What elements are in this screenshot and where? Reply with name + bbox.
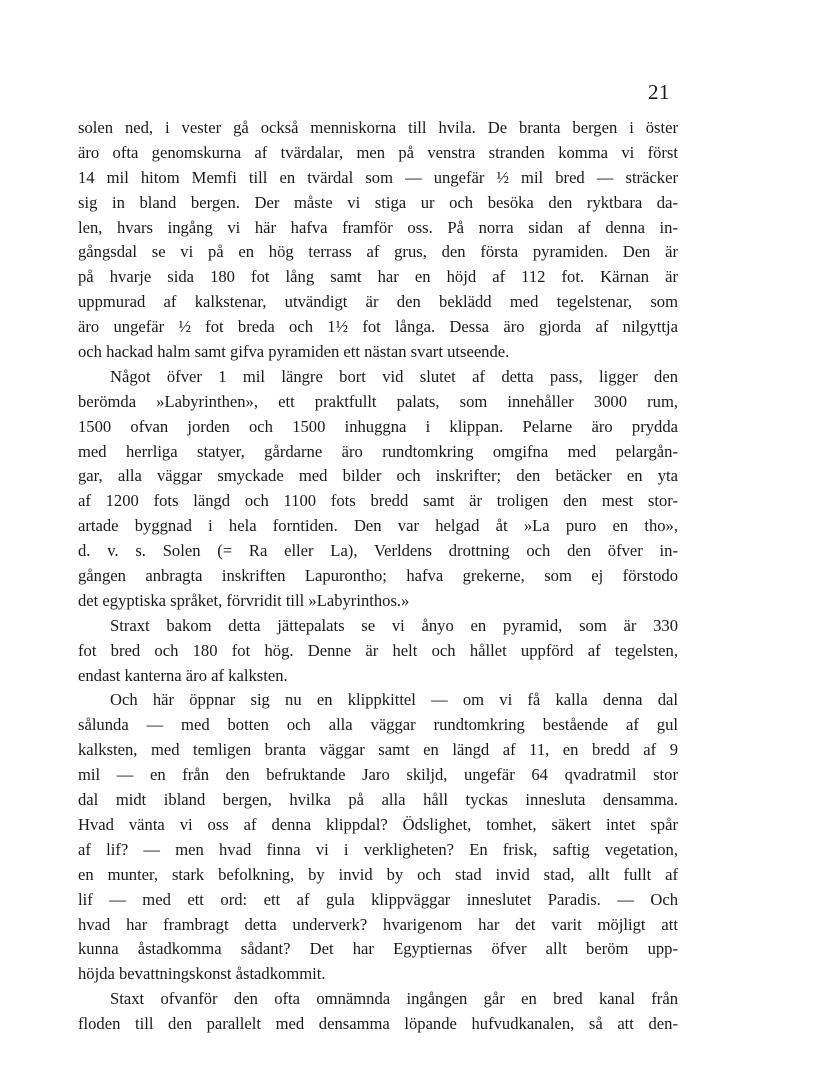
text-line: lif — med ett ord: ett af gula klippväggar inneslutet Paradis. — Och bbox=[78, 889, 678, 909]
text-line: endast kanterna äro af kalksten. bbox=[78, 665, 288, 685]
text-line: Något öfver 1 mil längre bort vid slutet af detta pass, ligger den bbox=[110, 366, 678, 386]
text-line: len, hvars ingång vi här hafva framför oss. På norra sidan af denna in- bbox=[78, 217, 678, 237]
text-line: Hvad vänta vi oss af denna klippdal? Ödslighet, tomhet, säkert intet spår bbox=[78, 814, 678, 834]
text-line: 1500 ofvan jorden och 1500 inhuggna i klippan. Pelarne äro prydda bbox=[78, 416, 678, 436]
body-text bbox=[78, 116, 678, 1037]
text-line: artade byggnad i hela forntiden. Den var helgad åt »La puro en tho», bbox=[78, 516, 678, 536]
text-line: det egyptiska språket, förvridit till »Labyrinthos.» bbox=[78, 590, 410, 610]
text-line: och hackad halm samt gifva pyramiden ett nästan svart utseende. bbox=[78, 342, 510, 362]
text-line: fot bred och 180 fot hög. Denne är helt och hållet uppförd af tegelsten, bbox=[78, 640, 678, 660]
page-number: 21 bbox=[648, 80, 670, 104]
text-line: dal midt ibland bergen, hvilka på alla håll tyckas innesluta densamma. bbox=[78, 790, 678, 810]
text-line: äro ofta genomskurna af tvärdalar, men på venstra stranden komma vi först bbox=[78, 142, 678, 162]
text-line: sig in bland bergen. Der måste vi stiga ur och besöka den ryktbara da- bbox=[78, 192, 678, 212]
text-line: d. v. s. Solen (= Ra eller La), Verldens drottning och den öfver in- bbox=[78, 541, 678, 561]
text-line: 14 mil hitom Memfi till en tvärdal som — ungefär ½ mil bred — sträcker bbox=[78, 167, 678, 187]
text-line: mil — en från den befruktande Jaro skiljd, ungefär 64 qvadratmil stor bbox=[78, 765, 678, 785]
text-line: af 1200 fots längd och 1100 fots bredd samt är troligen den mest stor- bbox=[78, 491, 678, 511]
text-line: berömda »Labyrinthen», ett praktfullt palats, som innehåller 3000 rum, bbox=[78, 391, 678, 411]
text-line: på hvarje sida 180 fot lång samt har en höjd af 112 fot. Kärnan är bbox=[78, 267, 678, 287]
text-line: gången anbragta inskriften Lapurontho; hafva grekerne, som ej förstodo bbox=[78, 566, 678, 586]
text-line: floden till den parallelt med densamma löpande hufvudkanalen, så att den- bbox=[78, 1014, 678, 1034]
text-line: Straxt bakom detta jättepalats se vi ånyo en pyramid, som är 330 bbox=[110, 615, 678, 635]
text-line: kalksten, med temligen branta väggar samt en längd af 11, en bredd af 9 bbox=[78, 740, 678, 760]
text-line: en munter, stark befolkning, by invid by och stad invid stad, allt fullt af bbox=[78, 864, 678, 884]
text-line: Och här öppnar sig nu en klippkittel — om vi få kalla denna dal bbox=[110, 690, 678, 710]
text-line: höjda bevattningskonst åstadkommit. bbox=[78, 964, 326, 984]
text-line: kunna åstadkomma sådant? Det har Egyptiernas öfver allt beröm upp- bbox=[78, 939, 678, 959]
text-line: med herrliga statyer, gårdarne äro rundtomkring omgifna med pelargån- bbox=[78, 441, 678, 461]
text-line: sålunda — med botten och alla väggar rundtomkring bestående af gul bbox=[78, 715, 678, 735]
text-line: af lif? — men hvad finna vi i verkligheten? En frisk, saftig vegetation, bbox=[78, 839, 678, 859]
text-line: Staxt ofvanför den ofta omnämnda ingången går en bred kanal från bbox=[110, 989, 678, 1009]
text-line: gångsdal se vi på en hög terrass af grus, den första pyramiden. Den är bbox=[78, 242, 678, 262]
text-line: äro ungefär ½ fot breda och 1½ fot långa. Dessa äro gjorda af nilgyttja bbox=[78, 317, 678, 337]
text-line: uppmurad af kalkstenar, utvändigt är den beklädd med tegelstenar, som bbox=[78, 292, 678, 312]
text-line: hvad har frambragt detta underverk? hvarigenom har det varit möjligt att bbox=[78, 914, 678, 934]
text-line: gar, alla väggar smyckade med bilder och inskrifter; den betäcker en yta bbox=[78, 466, 678, 486]
text-line: solen ned, i vester gå också menniskorna till hvila. De branta bergen i öster bbox=[78, 118, 678, 137]
